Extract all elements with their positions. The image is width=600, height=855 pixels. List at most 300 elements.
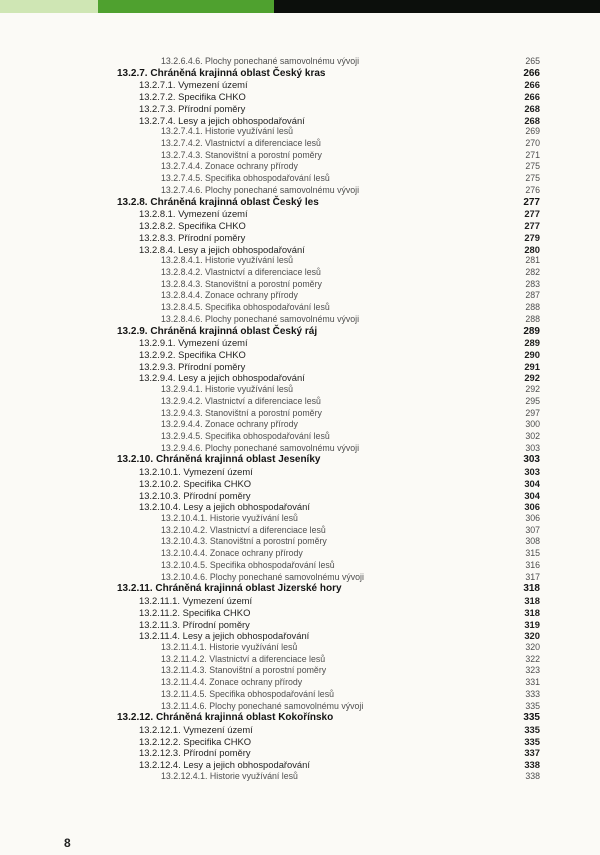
toc-entry-number: 13.2.7.4.3. [161,149,203,160]
toc-entry-number: 13.2.8.2. [139,220,176,232]
toc-entry-label [139,607,250,619]
toc-entry-page: 333 [525,688,540,699]
toc-entry-title: Vlastnictví a diferenciace lesů [209,524,326,535]
toc-entry [0,244,600,256]
toc-entry-title: Historie využívání lesů [205,255,294,266]
page-number: 8 [64,836,71,850]
toc-entry-label [161,290,298,302]
toc-entry-number: 13.2.10.4.1. [161,513,208,524]
toc-entry-title: Přírodní poměry [178,102,246,114]
toc-entry-number: 13.2.9. [117,325,148,337]
toc-entry-number: 13.2.11.4.2. [161,653,207,664]
toc-entry-page: 265 [525,56,540,66]
toc-entry-label [117,68,325,80]
toc-entry-page: 291 [524,360,540,372]
toc-entry-page: 266 [524,91,540,103]
toc-entry-label [139,79,248,91]
toc-entry [0,677,600,689]
toc-entry-number: 13.2.8. [117,196,148,208]
toc-entry [0,185,600,197]
toc-entry-number: 13.2.9.2. [139,348,176,360]
toc-entry [0,314,600,326]
toc-entry-label [161,665,326,677]
toc-entry-label [139,630,309,642]
toc-entry [0,91,600,103]
toc-entry-page: 277 [523,196,540,208]
toc-entry-label [139,337,248,349]
toc-entry-label [139,244,305,256]
toc-entry-number: 13.2.12. [117,712,154,724]
toc-entry [0,548,600,560]
toc-entry-title: Chráněná krajinná oblast Kokořínsko [155,712,334,724]
toc-entry [0,208,600,220]
toc-entry-number: 13.2.11.3. [139,618,181,630]
toc-entry-label [139,220,246,232]
toc-entry-title: Stanovištní a porostní poměry [205,149,322,160]
toc-entry-number: 13.2.10.1. [139,466,181,478]
toc-entry [0,443,600,455]
toc-entry-title: Přírodní poměry [183,489,251,501]
toc-entry [0,290,600,302]
toc-entry-page: 268 [524,102,540,114]
toc-entry [0,138,600,150]
toc-entry-number: 13.2.10.4.2. [161,524,208,535]
toc-entry [0,724,600,736]
toc-entry-title: Lesy a jejich obhospodařování [178,243,305,255]
toc-entry-title: Specifika obhospodařování lesů [205,431,330,441]
toc-entry-label [161,138,321,150]
toc-entry-number: 13.2.8.3. [139,231,176,243]
toc-entry-label [139,115,305,127]
toc-entry-title: Historie využívání lesů [209,770,298,781]
toc-entry-number: 13.2.11. [117,583,153,595]
toc-entry-page: 322 [525,653,540,664]
toc-entry-title: Historie využívání lesů [205,384,294,395]
toc-entry-number: 13.2.11.4.6. [161,700,207,711]
toc-entry-page: 335 [523,712,540,724]
toc-entry-title: Specifika CHKO [178,348,246,360]
toc-entry-label [161,150,322,162]
toc-entry-page: 288 [525,313,540,324]
toc-entry-page: 318 [524,595,540,607]
toc-entry-label [161,431,330,443]
toc-entry-number: 13.2.8.4.5. [161,302,203,313]
toc-entry-page: 268 [524,114,540,126]
toc-entry-number: 13.2.10.4.3. [161,536,208,547]
toc-entry-page: 281 [525,255,540,266]
toc-entry-title: Historie využívání lesů [209,513,298,524]
toc-entry-page: 295 [525,395,540,406]
toc-entry-page: 276 [525,184,540,195]
toc-entry-title: Vlastnictví a diferenciace lesů [205,266,321,277]
header-band-green [98,0,274,13]
toc-entry-label [161,701,363,713]
toc-entry-page: 270 [525,138,540,149]
toc-entry-page: 307 [525,524,540,535]
toc-entry-page: 269 [525,126,540,137]
toc-entry-title: Stanovištní a porostní poměry [209,665,327,676]
toc-entry [0,595,600,607]
toc-entry [0,665,600,677]
toc-entry-page: 317 [525,571,540,582]
toc-entry-label [161,302,330,314]
toc-entry [0,161,600,173]
toc-entry-title: Chráněná krajinná oblast Jizerské hory [155,583,342,595]
toc-entry [0,372,600,384]
toc-entry-number: 13.2.11.4. [139,630,181,642]
toc-entry-title: Specifika CHKO [178,220,246,232]
toc-entry-title: Vymezení území [178,79,248,91]
toc-entry-number: 13.2.7.1. [139,79,176,91]
toc-entry [0,642,600,654]
toc-entry-number: 13.2.12.1. [139,723,181,735]
toc-entry-title: Lesy a jejich obhospodařování [178,372,305,384]
toc-entry-label [139,372,305,384]
toc-entry-label [161,267,321,279]
toc-entry [0,349,600,361]
toc-entry-number: 13.2.9.1. [139,337,176,349]
toc-entry-label [139,619,250,631]
toc-entry-title: Zonace ochrany přírody [205,290,298,301]
toc-entry-page: 275 [525,173,540,184]
toc-entry-title: Specifika CHKO [178,91,246,103]
toc-entry-label [161,408,322,420]
toc-entry-label [161,314,359,326]
toc-entry-label [117,454,320,466]
toc-entry-number: 13.2.10.2. [139,477,181,489]
toc-entry-title: Specifika CHKO [183,477,252,489]
toc-entry-number: 13.2.11.4.5. [161,688,207,699]
toc-entry-title: Plochy ponechané samovolnému vývoji [205,313,360,324]
toc-entry-label [117,326,317,338]
toc-entry [0,337,600,349]
toc-entry [0,115,600,127]
toc-entry-page: 323 [525,665,540,676]
toc-entry [0,583,600,595]
toc-entry-title: Přírodní poměry [178,231,246,243]
toc-entry-label [161,536,327,548]
toc-entry-label [139,232,245,244]
toc-entry-number: 13.2.10.4.4. [161,548,208,559]
toc-entry-number: 13.2.8.4. [139,243,176,255]
toc-entry [0,466,600,478]
toc-entry [0,560,600,572]
toc-entry-title: Zonace ochrany přírody [209,548,303,559]
toc-entry-title: Specifika CHKO [183,735,252,747]
toc-entry-page: 290 [524,348,540,360]
toc-entry-page: 289 [523,325,540,337]
toc-entry-label [139,349,246,361]
toc-entry [0,79,600,91]
toc-entry-label [139,91,246,103]
toc-entry-number: 13.2.7. [117,67,148,79]
toc-entry-label [139,478,251,490]
toc-entry-title: Vymezení území [183,466,253,478]
toc-entry [0,478,600,490]
toc-entry-label [161,126,293,138]
toc-entry-page: 280 [524,243,540,255]
toc-entry-title: Zonace ochrany přírody [205,161,298,172]
toc-entry-title: Plochy ponechané samovolnému vývoji [209,700,364,711]
toc-entry [0,103,600,115]
toc-entry-title: Přírodní poměry [178,360,246,372]
toc-entry-label [161,677,302,689]
toc-entry-page: 331 [525,677,540,688]
toc-entry-number: 13.2.7.4.5. [161,173,203,184]
toc-entry-page: 306 [524,501,540,513]
toc-entry [0,525,600,537]
toc-entry [0,607,600,619]
toc-entry-number: 13.2.12.2. [139,735,181,747]
toc-entry-title: Stanovištní a porostní poměry [205,407,322,418]
toc-entry-page: 289 [524,337,540,349]
toc-entry-title: Chráněná krajinná oblast Český kras [150,67,326,79]
toc-entry [0,279,600,291]
toc-entry-title: Přírodní poměry [182,618,250,630]
toc-entry-page: 338 [525,770,540,781]
toc-entry-number: 13.2.7.2. [139,91,176,103]
toc-entry-number: 13.2.6.4.6. [161,56,203,66]
toc-entry-page: 266 [524,79,540,91]
toc-entry-page: 266 [523,67,540,79]
toc-entry-page: 316 [525,559,540,570]
toc-entry-number: 13.2.9.4.3. [161,407,203,418]
toc-entry-page: 275 [525,161,540,172]
toc-entry-label [139,759,310,771]
toc-entry [0,689,600,701]
toc-entry-page: 277 [524,208,540,220]
toc-entry-label [161,173,330,185]
toc-entry-number: 13.2.9.4.2. [161,395,203,406]
toc-entry-label [139,747,251,759]
toc-entry-title: Lesy a jejich obhospodařování [178,114,305,126]
toc-entry-title: Vlastnictví a diferenciace lesů [205,138,321,149]
toc-entry [0,490,600,502]
toc-entry-label [161,255,293,267]
toc-entry-title: Plochy ponechané samovolnému vývoji [209,571,364,582]
toc-entry [0,431,600,443]
toc-entry-page: 277 [524,220,540,232]
toc-entry-number: 13.2.8.4.3. [161,278,203,289]
toc-entry-title: Chráněná krajinná oblast Český ráj [150,325,318,337]
toc-entry [0,759,600,771]
toc-entry-label [139,501,310,513]
toc-entry-page: 303 [525,442,540,453]
toc-entry-number: 13.2.8.4.6. [161,313,203,324]
header-band-black [274,0,600,13]
toc-entry-label [161,185,359,197]
toc-entry [0,701,600,713]
table-of-contents [0,56,600,783]
toc-entry-label [139,724,253,736]
toc-entry [0,572,600,584]
toc-entry [0,150,600,162]
toc-entry-page: 287 [525,290,540,301]
toc-entry-title: Lesy a jejich obhospodařování [183,501,310,513]
toc-entry-title: Přírodní poměry [183,747,251,759]
toc-entry-number: 13.2.10.3. [139,489,181,501]
toc-entry-number: 13.2.11.1. [139,595,181,607]
toc-entry-title: Vymezení území [183,723,253,735]
toc-entry-number: 13.2.12.3. [139,747,181,759]
toc-entry-number: 13.2.11.4.3. [161,665,207,676]
toc-entry-title: Zonace ochrany přírody [205,419,298,430]
toc-entry-page: 318 [523,583,540,595]
toc-entry-label [161,56,359,68]
toc-entry [0,408,600,420]
toc-entry-number: 13.2.10.4.5. [161,559,208,570]
header-color-band [0,0,600,13]
toc-entry-title: Lesy a jejich obhospodařování [183,759,310,771]
toc-entry-title: Specifika obhospodařování lesů [205,173,330,184]
toc-entry-label [161,572,364,584]
toc-entry-label [139,361,245,373]
toc-entry-label [161,525,326,537]
toc-entry-title: Chráněná krajinná oblast Jeseníky [155,454,321,466]
toc-entry [0,396,600,408]
toc-entry-number: 13.2.7.4. [139,114,176,126]
toc-entry-page: 300 [525,419,540,430]
toc-entry-label [161,161,298,173]
toc-entry [0,302,600,314]
toc-entry-number: 13.2.11.4.1. [161,641,207,652]
toc-entry-title: Vymezení území [182,595,253,607]
toc-entry [0,513,600,525]
toc-entry-title: Historie využívání lesů [209,641,298,652]
toc-entry-number: 13.2.10.4.6. [161,571,208,582]
toc-entry [0,197,600,209]
toc-entry-title: Vymezení území [178,208,248,220]
toc-entry-page: 304 [524,477,540,489]
toc-entry-title: Specifika obhospodařování lesů [209,688,334,699]
toc-entry [0,361,600,373]
toc-entry [0,771,600,783]
toc-entry-number: 13.2.9.4.4. [161,419,203,430]
toc-entry [0,267,600,279]
toc-entry-page: 320 [524,630,540,642]
toc-entry-label [161,548,303,560]
toc-entry-number: 13.2.8.1. [139,208,176,220]
toc-entry-title: Plochy ponechané samovolnému vývoji [205,184,360,195]
toc-entry-number: 13.2.9.3. [139,360,176,372]
toc-entry-number: 13.2.7.4.1. [161,126,203,137]
toc-entry [0,630,600,642]
toc-entry-number: 13.2.9.4.6. [161,442,203,453]
toc-entry-page: 318 [524,606,540,618]
toc-entry-page: 304 [524,489,540,501]
toc-entry [0,220,600,232]
toc-entry-page: 306 [525,513,540,524]
toc-entry-page: 283 [525,278,540,289]
header-band-light-green [0,0,98,13]
toc-entry [0,173,600,185]
toc-entry-label [161,396,321,408]
toc-entry-title: Stanovištní a porostní poměry [209,536,327,547]
toc-entry-page: 335 [524,735,540,747]
toc-entry-page: 288 [525,302,540,313]
toc-entry-title: Vymezení území [178,337,248,349]
toc-entry [0,255,600,267]
toc-entry-page: 303 [524,466,540,478]
toc-entry-label [139,208,248,220]
toc-entry-number: 13.2.7.4.4. [161,161,203,172]
toc-entry-number: 13.2.10.4. [139,501,181,513]
toc-entry-number: 13.2.12.4.1. [161,770,208,781]
toc-entry [0,419,600,431]
toc-entry [0,454,600,466]
toc-entry [0,654,600,666]
toc-entry-title: Specifika obhospodařování lesů [205,302,330,313]
toc-entry-page: 292 [524,372,540,384]
toc-entry [0,384,600,396]
toc-entry-page: 320 [525,641,540,652]
toc-entry-label [161,642,297,654]
toc-entry [0,619,600,631]
toc-entry [0,747,600,759]
toc-entry-number: 13.2.9.4. [139,372,176,384]
toc-entry-page: 292 [525,384,540,395]
toc-entry-title: Historie využívání lesů [205,126,294,137]
toc-entry [0,501,600,513]
toc-entry-page: 302 [525,431,540,441]
toc-entry-number: 13.2.11.2. [139,606,181,618]
toc-entry-page: 335 [525,700,540,711]
toc-entry-label [161,419,298,431]
toc-entry-number: 13.2.10. [117,454,154,466]
toc-entry-title: Stanovištní a porostní poměry [205,278,322,289]
toc-entry-title: Chráněná krajinná oblast Český les [150,196,319,208]
toc-entry [0,126,600,138]
toc-entry-label [139,595,252,607]
toc-entry-title: Lesy a jejich obhospodařování [182,630,310,642]
toc-entry-title: Zonace ochrany přírody [209,677,303,688]
toc-entry-title: Specifika obhospodařování lesů [209,559,335,570]
toc-entry-title: Vlastnictví a diferenciace lesů [205,395,321,406]
toc-entry-title: Specifika CHKO [182,606,251,618]
toc-entry-page: 337 [524,747,540,759]
toc-entry-label [117,583,342,595]
toc-entry-page: 335 [524,723,540,735]
toc-entry [0,712,600,724]
toc-entry-label [139,736,251,748]
toc-entry-label [161,654,325,666]
toc-entry-number: 13.2.9.4.5. [161,431,203,441]
toc-entry [0,736,600,748]
toc-entry-number: 13.2.12.4. [139,759,181,771]
toc-entry-number: 13.2.7.3. [139,102,176,114]
toc-entry-number: 13.2.9.4.1. [161,384,203,395]
toc-entry [0,326,600,338]
toc-entry-page: 315 [525,548,540,559]
toc-entry-page: 338 [524,759,540,771]
toc-entry [0,232,600,244]
toc-entry-page: 303 [523,454,540,466]
toc-entry-number: 13.2.8.4.4. [161,290,203,301]
toc-entry-label [139,490,251,502]
toc-entry-label [139,103,245,115]
toc-entry-number: 13.2.7.4.2. [161,138,203,149]
toc-entry-page: 271 [525,149,540,160]
toc-entry-label [161,560,335,572]
toc-entry-title: Plochy ponechané samovolnému vývoji [205,56,360,66]
toc-entry-number: 13.2.11.4.4. [161,677,207,688]
toc-entry-label [117,197,319,209]
toc-entry-label [161,513,298,525]
toc-entry-label [161,771,298,783]
toc-entry-page: 282 [525,266,540,277]
toc-entry-page: 308 [525,536,540,547]
toc-entry-title: Plochy ponechané samovolnému vývoji [205,442,360,453]
